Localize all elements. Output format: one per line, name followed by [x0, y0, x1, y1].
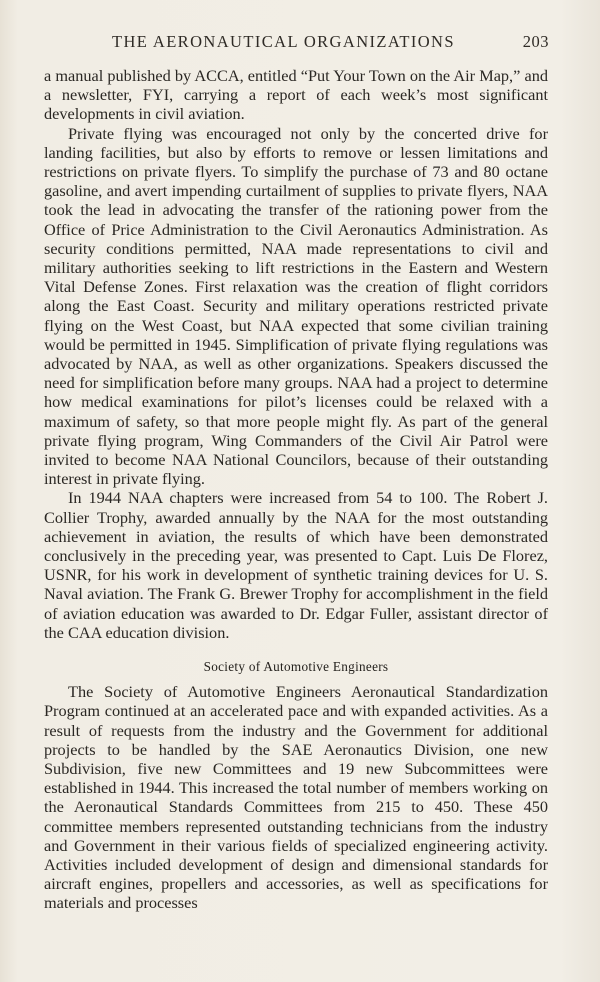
running-head	[112, 31, 549, 53]
running-head-title: THE AERONAUTICAL ORGANIZATIONS	[112, 32, 455, 51]
section-heading: Society of Automotive Engineers	[203, 659, 389, 675]
paragraph-sae: The Society of Automotive Engineers Aeronautical Standardization Program continued at an accelerated pace and with expanded activities. As a result of requests from the industry and the Government for additional projects to be handled by the SAE Aeronautics Division, one new Subdivision, five new Committees and 19 new Subcommittees were established in 1944. This increased the total number of members working on the Aeronautical Standards Committees from 215 to 450. These 450 committee members represented outstanding technicians from the industry and Government in their various fields of specialized engineering activity. Activities included development of design and dimensional standards for aircraft engines, propellers and accessories, as well as specifications for materials and processes	[44, 682, 548, 913]
paragraph-continued: a manual published by ACCA, entitled “Put Your Town on the Air Map,” and a newsletter, FYI, carrying a report of each week’s most significant developments in civil aviation.	[44, 66, 548, 124]
paragraph-naa-chapters: In 1944 NAA chapters were increased from 54 to 100. The Robert J. Collier Trophy, awarded annually by the NAA for the most outstanding achievement in aviation, the results of which have been demonstrated conclusively in the preceding year, was presented to Capt. Luis De Florez, USNR, for his work in development of synthetic training devices for U. S. Naval aviation. The Frank G. Brewer Trophy for accomplishment in the field of aviation education was awarded to Dr. Edgar Fuller, assistant director of the CAA education division.	[44, 488, 548, 642]
paragraph-private-flying: Private flying was encouraged not only by the concerted drive for landing facilities, but also by efforts to remove or lessen limitations and restrictions on private flyers. To simplify the purchase of 73 and 80 octane gasoline, and avert impending curtailment of supplies to private flyers, NAA took the lead in advocating the transfer of the rationing power from the Office of Price Administration to the Civil Aeronautics Administration. As security conditions permitted, NAA made representations to civil and military authorities seeking to lift restrictions in the Eastern and Western Vital Defense Zones. First relaxation was the creation of flight corridors along the East Coast. Security and military operations restricted private flying on the West Coast, but NAA expected that some civilian training would be permitted in 1945. Simplification of private flying regulations was advocated by NAA, as well as other organizations. Speakers discussed the need for simplification before many groups. NAA had a project to determine how medical examinations for pilot’s licenses could be relaxed with a maximum of safety, so that more people might fly. As part of the general private flying program, Wing Commanders of the Civil Air Patrol were invited to become NAA National Councilors, because of their outstanding interest in private flying.	[44, 123, 548, 489]
body-text	[44, 66, 548, 913]
page-number: 203	[522, 32, 549, 51]
